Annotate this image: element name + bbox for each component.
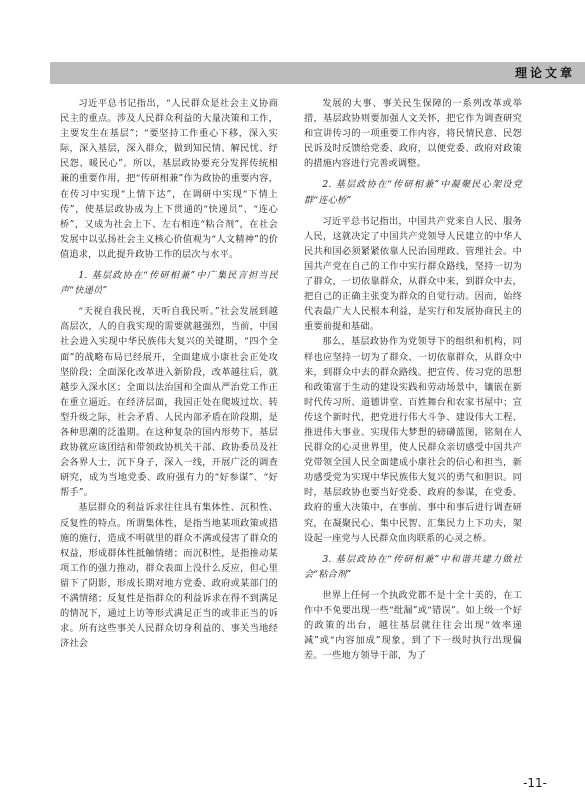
section-heading: 1. 基层政协在“传研相兼”中广集民言担当民声“快递员” [60, 270, 278, 297]
paragraph: 习近平总书记指出，中国共产党来自人民、服务人民，这就决定了中国共产党领导人民建立的中华人民共和国必须紧紧依靠人民治国理政、管理社会。中国共产党在自己的工作中实行群众路线，坚持一切为了群众，一切依靠群众，从群众中来，到群众中去，把自己的正确主张变为群众的自觉行动。因而，始终代表最广大人民根本利益，是实行和发展协商民主的重要前提和基础。 [304, 215, 522, 333]
left-column [60, 96, 278, 651]
page-number: -11- [523, 776, 547, 790]
header-band [50, 62, 585, 84]
paragraph: 发展的大事、事关民生保障的一系列改革或举措，基层政协则要加强人文关怀，把它作为调查研究和宣讲传习的一项重要工作内容，将民情民意、民怨民诉及时反馈给党委、政府，以便党委、政府对政策的措施内容进行完善或调整。 [304, 98, 522, 170]
paragraph: “天视自我民视，天听自我民听。”社会发展到越高层次，人的自我实现的需要就越强烈，当前，中国社会进入实现中华民族伟大复兴的关键期，“四个全面”的战略布局已经展开，全面建成小康社会正处攻坚阶段；全面深化改革进入新阶段，改革越往后，就越步入深水区；全面以法治国和全面从严治党工作正在重立逼近。在经济层面，我国正处在爬坡过坎、转型升级之际，社会矛盾、人民内部矛盾在阶段期，是各种思潮的泛滥期。在这种复杂的国内形势下，基层政协就应该团结和带领政协机关干部、政协委员及社会各界人士，沉下身子，深入一线，开展广泛的调查研究，成为当地党委、政府强有力的“好参谋”、“好帮手”。 [60, 306, 278, 499]
right-column [304, 96, 522, 663]
section-heading: 3. 基层政协在“传研相兼”中和谐共建力做社会“粘合剂” [304, 553, 522, 580]
section-title: 理论文章 [514, 66, 575, 80]
section-heading: 2. 基层政协在“传研相兼”中凝聚民心架设党群“连心桥” [304, 179, 522, 206]
paragraph: 世界上任何一个执政党都不是十全十美的，在工作中不免要出现一些“纰漏”或“错误”。如上级一个好的政策的出台，越往基层就往往会出现“效率递减”或“内容加成”现象，到了下一级时执行出现偏差。一些地方领导干部，为了 [304, 589, 522, 662]
paragraph: 习近平总书记指出，“人民群众是社会主义协商民主的重点。涉及人民群众利益的大量决策和工作，主要发生在基层”；“要坚持工作重心下移，深入实际，深入基层，深入群众，做到知民情、解民忧、纾民怨、暖民心”。所以，基层政协要充分发挥传统相兼的重要作用，把“传研相兼”作为政协的重要内容，在传习中实现“上情下达”，在调研中实现“下情上传”，使基层政协成为上下贯通的“快递员”、“连心桥”，又成为社会上下、左右相连“粘合剂”，在社会发展中以弘扬社会主义核心价值观为“人文精神”的价值追求，以此提升政协工作的层次与水平。 [60, 98, 278, 260]
paragraph: 基层群众的利益诉求往往具有集体性、沉积性、反复性的特点。所谓集体性，是指当地某项政策或措施的施行，造成不明就里的群众不满或侵害了群众的权益，形成群体性抵触情绪；而沉积性，是指推动某项工作的强力推动，群众表面上没什么反应，但心里留下了阴影，形成长期对地方党委、政府或某部门的不满情绪；反复性是指群众的利益诉求在得不到满足的情况下，通过上访等形式满足正当的或非正当的诉求。所有这些事关人民群众切身利益的、事关当地经济社会 [60, 502, 278, 650]
paragraph: 那么，基层政协作为党领导下的组织和机构，同样也应坚持一切为了群众、一切依靠群众，从群众中来，到群众中去的群众路线。把宣传、传习党的思想和政策富于生动的建设实践和劳动场景中，镶嵌在新时代传习所、道德讲堂、百姓舞台和农家书屋中；宣传这个新时代，把党进行伟大斗争、建设伟大工程、推进伟大事业、实现伟大梦想的磅礴蓝图，铭刻在人民群众的心灵世界里，使人民群众亲切感受中国共产党带领全国人民全面建成小康社会的信心和担当，新功感受党为实现中华民族伟大复兴的勇气和胆识。同时，基层政协也要当好党委、政府的参谋，在党委、政府的重大决策中，在事前、事中和事后进行调查研究，在凝聚民心、集中民智、汇集民力上下功夫，架设起一座党与人民群众血肉联系的心灵之桥。 [304, 336, 522, 544]
